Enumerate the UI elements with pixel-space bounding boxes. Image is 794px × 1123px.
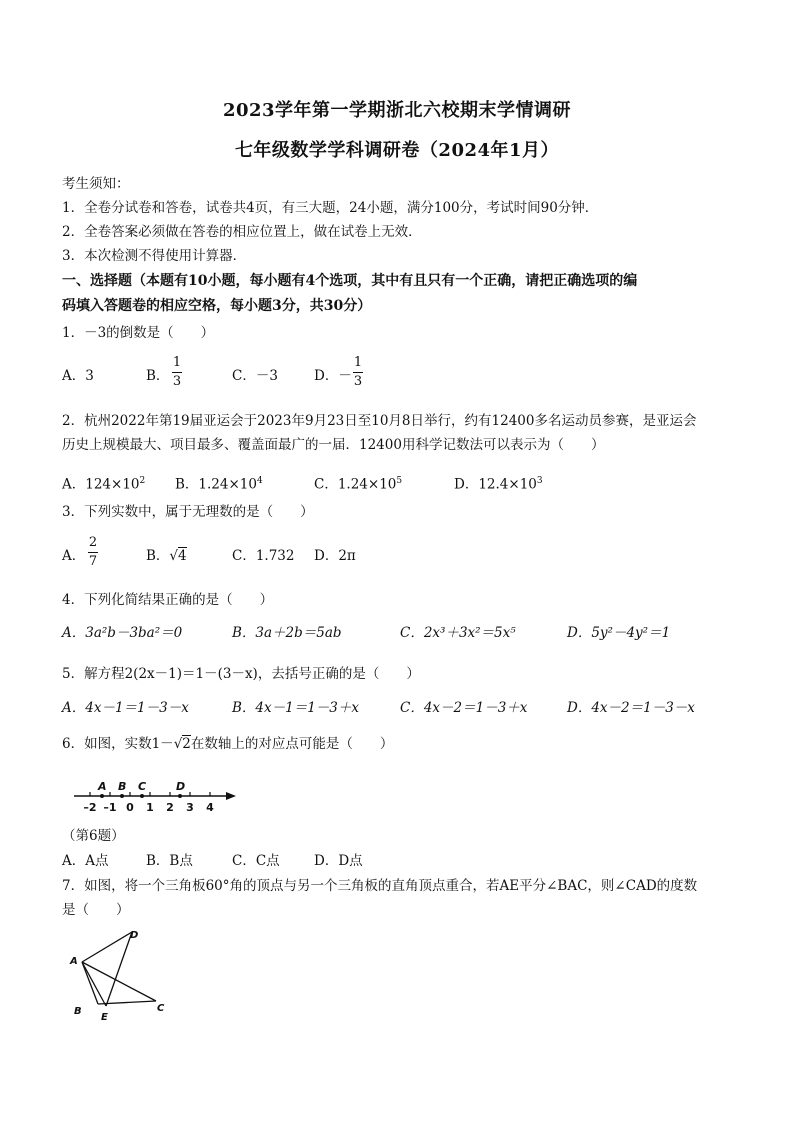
- sqrt-icon: √: [173, 736, 183, 752]
- q2-b-base: B．1.24×10: [175, 476, 257, 493]
- exam-title-line2: 七年级数学学科调研卷（2024年1月）: [234, 140, 560, 161]
- q3-option-c: C．1.732: [232, 548, 295, 564]
- q6-option-b: B．B点: [146, 853, 193, 869]
- number-line-figure: [70, 776, 240, 820]
- vertex-label-e: E: [101, 1012, 108, 1023]
- q6-radicand: 2: [182, 736, 191, 752]
- q7-stem-line1: 7．如图，将一个三角板60°角的顶点与另一个三角板的直角顶点重合，若AE平分∠BAC，则∠CAD的度数: [62, 878, 698, 894]
- q1-b-numerator: 1: [172, 355, 182, 370]
- q5-option-a: A．4x－1＝1－3－x: [62, 700, 189, 716]
- q3-option-d: D．2π: [314, 548, 356, 564]
- q3-option-b: [146, 546, 187, 566]
- vertex-label-d: D: [130, 930, 139, 941]
- q1-option-b-fraction: [172, 355, 182, 390]
- q2-option-c: [314, 471, 402, 495]
- triangle-figure: [66, 924, 176, 1024]
- point-label-a: A: [98, 780, 107, 793]
- point-a: [100, 794, 104, 798]
- sqrt-icon: √: [169, 548, 179, 564]
- point-b: [120, 794, 124, 798]
- q1-option-c: C．－3: [232, 368, 278, 384]
- vertex-label-c: C: [157, 1003, 165, 1014]
- q3-b-label: B．: [146, 548, 170, 564]
- vertex-label-a: A: [70, 956, 78, 967]
- q5-stem: 5．解方程2(2x－1)＝1－(3－x)，去括号正确的是（ ）: [62, 666, 420, 682]
- q2-stem-line2: 历史上规模最大、项目最多、覆盖面最广的一届．12400用科学记数法可以表示为（ ）: [62, 437, 605, 453]
- notice-heading: 考生须知：: [62, 176, 130, 192]
- q3-a-numerator: 2: [88, 535, 98, 550]
- tick-label: 2: [166, 801, 174, 814]
- segment-ab: [82, 962, 98, 1004]
- q1-option-a: A．3: [62, 368, 94, 384]
- q1-d-numerator: 1: [353, 355, 363, 370]
- q2-a-base: A．124×10: [62, 476, 140, 493]
- tick-label: 0: [126, 801, 134, 814]
- q6-option-a: A．A点: [62, 853, 109, 869]
- q4-option-c: C．2x³＋3x²＝5x⁵: [400, 625, 516, 641]
- notice-item-2: 2．全卷答案必须做在答卷的相应位置上，做在试卷上无效．: [62, 224, 422, 240]
- point-c: [140, 794, 144, 798]
- q4-option-d: D．5y²－4y²＝1: [567, 625, 671, 641]
- q4-stem: 4．下列化简结果正确的是（ ）: [62, 592, 274, 608]
- q1-option-b-label: B．: [146, 368, 170, 384]
- arrow-icon: [226, 792, 236, 800]
- q2-c-base: C．1.24×10: [314, 476, 397, 493]
- q5-option-c: C．4x－2＝1－3＋x: [400, 700, 528, 716]
- notice-item-1: 1．全卷分试卷和答卷，试卷共4页，有三大题，24小题，满分100分，考试时间90分钟．: [62, 200, 599, 216]
- q5-option-d: D．4x－2＝1－3－x: [567, 700, 695, 716]
- q6-stem-suffix: 在数轴上的对应点可能是（ ）: [190, 736, 394, 752]
- q2-c-exponent: 5: [396, 476, 403, 486]
- q1-stem: 1．－3的倒数是（ ）: [62, 325, 215, 341]
- q1-option-d-fraction: [353, 355, 363, 390]
- q1-d-denominator: 3: [353, 374, 363, 389]
- section1-instructions-line1: 一、选择题（本题有10小题，每小题有4个选项，其中有且只有一个正确，请把正确选项的编: [62, 273, 638, 289]
- point-label-c: C: [138, 780, 147, 793]
- vertex-label-b: B: [74, 1006, 82, 1017]
- q2-d-base: D．12.4×10: [454, 476, 537, 493]
- q4-option-b: B．3a＋2b＝5ab: [232, 625, 342, 641]
- segment-ad: [82, 932, 132, 962]
- q2-d-exponent: 3: [536, 476, 543, 486]
- q1-option-d-label: D．－: [314, 368, 352, 384]
- q3-a-denominator: 7: [88, 554, 98, 569]
- q4-option-a: A．3a²b－3ba²＝0: [62, 625, 183, 641]
- q2-option-a: [62, 471, 145, 495]
- q2-a-exponent: 2: [139, 476, 146, 486]
- q6-option-d: D．D点: [314, 853, 363, 869]
- segment-de: [106, 932, 132, 1006]
- q3-option-a-label: A．: [62, 548, 86, 564]
- point-label-d: D: [176, 780, 186, 793]
- q2-option-d: [454, 471, 543, 495]
- q6-option-c: C．C点: [232, 853, 280, 869]
- exam-title-line1: 2023学年第一学期浙北六校期末学情调研: [222, 100, 572, 121]
- tick-label: 3: [186, 801, 194, 814]
- q3-option-a-fraction: [88, 535, 98, 570]
- q6-stem: [62, 734, 393, 754]
- q5-option-b: B．4x－1＝1－3＋x: [232, 700, 360, 716]
- q6-figure-caption: （第6题）: [62, 828, 125, 844]
- q2-option-b: [175, 471, 263, 495]
- point-d: [178, 794, 182, 798]
- q6-stem-prefix: 6．如图，实数1－: [62, 736, 174, 752]
- q1-b-denominator: 3: [172, 374, 182, 389]
- tick-label: 4: [206, 801, 214, 814]
- q7-stem-line2: 是（ ）: [62, 902, 130, 918]
- q3-b-radicand: 4: [178, 548, 187, 564]
- q2-b-exponent: 4: [256, 476, 263, 486]
- q2-stem-line1: 2．杭州2022年第19届亚运会于2023年9月23日至10月8日举行，约有12400多名运动员参赛，是亚运会: [62, 413, 697, 429]
- tick-label: –1: [103, 801, 117, 814]
- section1-instructions-line2: 码填入答题卷的相应空格，每小题3分，共30分）: [62, 298, 372, 314]
- tick-label: –2: [83, 801, 97, 814]
- tick-label: 1: [146, 801, 154, 814]
- point-label-b: B: [118, 780, 127, 793]
- notice-item-3: 3．本次检测不得使用计算器．: [62, 248, 247, 264]
- q3-stem: 3．下列实数中，属于无理数的是（ ）: [62, 504, 314, 520]
